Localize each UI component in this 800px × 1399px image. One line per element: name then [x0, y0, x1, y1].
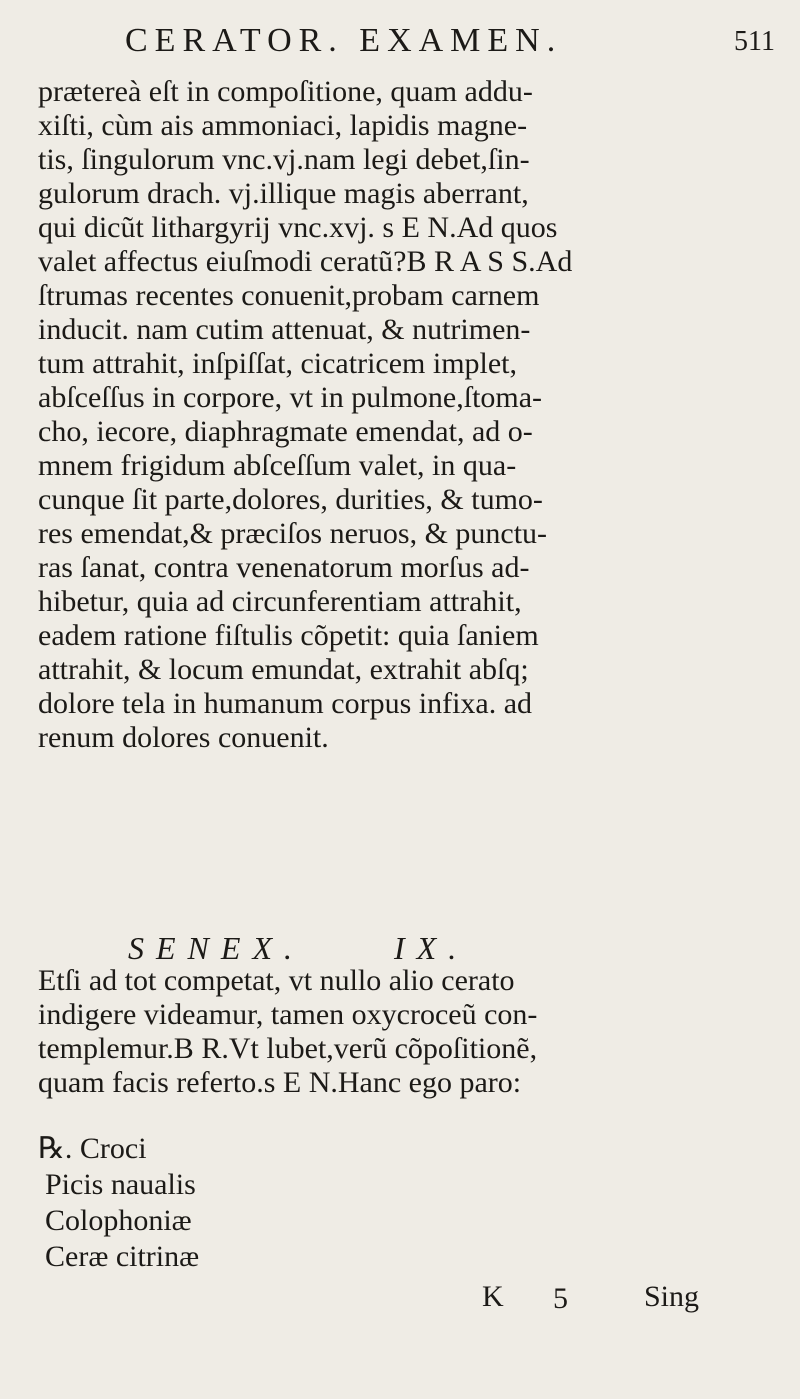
paragraph-2 — [38, 964, 788, 1100]
text-line: indigere videamur, tamen oxycroceũ con- — [38, 998, 538, 1031]
text-line: mnem frigidum abſceſſum valet, in qua- — [38, 449, 517, 482]
recipe-line-first — [38, 1131, 199, 1167]
signature-number: 5 — [553, 1282, 568, 1315]
text-line: abſceſſus in corpore, vt in pulmone,ſtoma- — [38, 381, 543, 414]
text-line: xiſti, cùm ais ammoniaci, lapidis magne- — [38, 109, 528, 142]
recipe-list — [38, 1131, 199, 1275]
heading-word: SENEX. — [128, 930, 304, 966]
text-line: Etſi ad tot competat, vt nullo alio cerato — [38, 964, 515, 997]
text-line: qui dicũt lithargyrij vnc.xvj. s E N.Ad quos — [38, 211, 558, 244]
text-line: prætereà eſt in compoſitione, quam addu- — [38, 75, 533, 108]
text-line: gulorum drach. vj.illique magis aberrant, — [38, 177, 529, 210]
text-line: inducit. nam cutim attenuat, & nutrimen- — [38, 313, 531, 346]
text-line: tis, ſingulorum vnc.vj.nam legi debet,ſin- — [38, 143, 530, 176]
ingredient: Ceræ citrinæ — [45, 1240, 200, 1273]
text-line: dolore tela in humanum corpus infixa. ad — [38, 687, 533, 720]
text-line: quam facis referto.s E N.Hanc ego paro: — [38, 1066, 522, 1099]
ingredient: Picis naualis — [45, 1168, 196, 1201]
text-line: cunque ſit parte,dolores, durities, & tumo- — [38, 483, 543, 516]
running-head — [0, 18, 800, 68]
ingredient: Colophoniæ — [45, 1204, 192, 1237]
running-head-title: CERATOR. EXAMEN. — [125, 22, 563, 59]
text-line: eadem ratione fiſtulis cõpetit: quia ſaniem — [38, 619, 539, 652]
text-line: valet affectus eiuſmodi ceratũ?B R A S S.Ad — [38, 245, 573, 278]
text-line: attrahit, & locum emundat, extrahit abſq; — [38, 653, 529, 686]
page-footer — [0, 1280, 800, 1320]
ingredient: Croci — [79, 1132, 147, 1165]
text-line: renum dolores conuenit. — [38, 721, 329, 754]
recipe-symbol: ℞. — [38, 1132, 73, 1165]
page-number: 511 — [734, 26, 775, 57]
text-line: ras ſanat, contra venenatorum morſus ad- — [38, 551, 530, 584]
text-line: tum attrahit, inſpiſſat, cicatricem implet, — [38, 347, 518, 380]
text-line: hibetur, quia ad circunferentiam attrahit, — [38, 585, 522, 618]
text-line: cho, iecore, diaphragmate emendat, ad o- — [38, 415, 533, 448]
catchword: Sing — [644, 1280, 700, 1313]
text-line: templemur.B R.Vt lubet,verũ cõpoſitionẽ, — [38, 1032, 538, 1065]
section-heading — [128, 930, 468, 967]
text-line: res emendat,& præciſos neruos, & punctu- — [38, 517, 548, 550]
text-line: ſtrumas recentes conuenit,probam carnem — [38, 279, 540, 312]
signature-letter: K — [482, 1280, 504, 1313]
heading-number: IX. — [393, 930, 469, 966]
paragraph-1 — [38, 75, 788, 755]
